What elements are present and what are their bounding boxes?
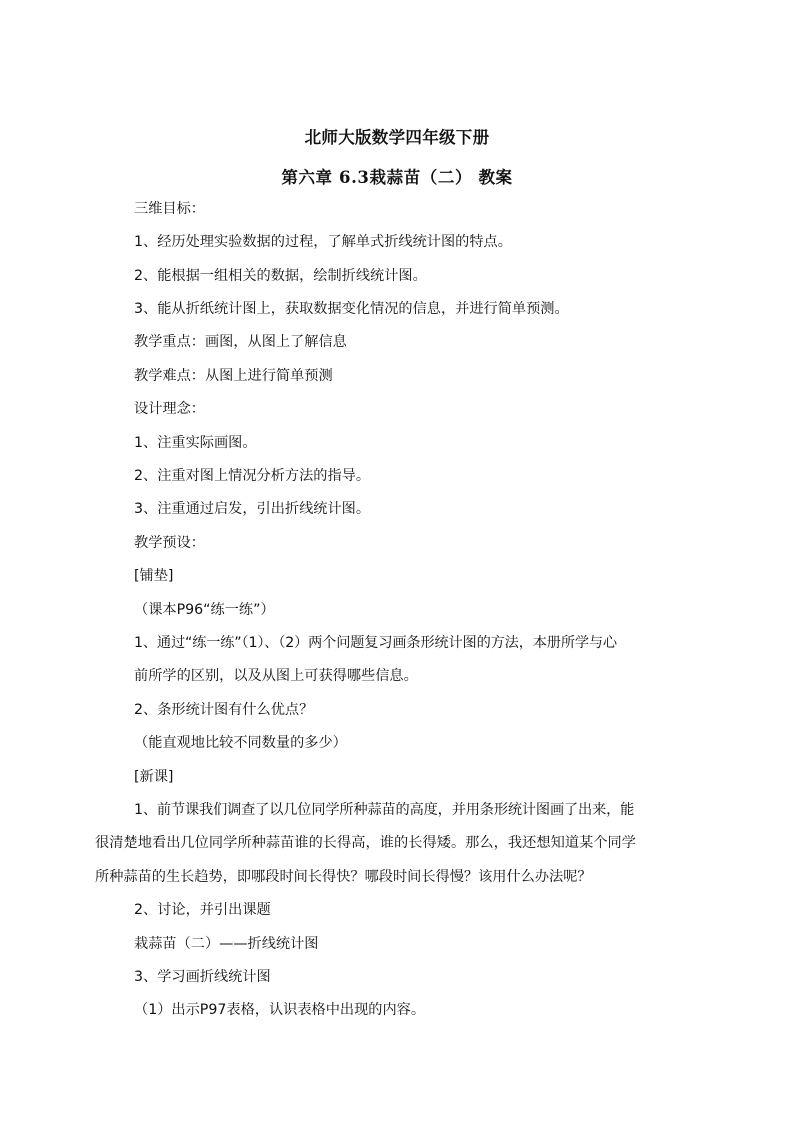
paragraph-line: 2、条形统计图有什么优点？ bbox=[134, 702, 314, 718]
document-subtitle: 第六章 6.3栽蒜苗（二） 教案 bbox=[281, 168, 513, 187]
paragraph-line: 前所学的区别，以及从图上可获得哪些信息。 bbox=[134, 668, 418, 684]
paragraph-line: 2、注重对图上情况分析方法的指导。 bbox=[134, 468, 371, 484]
paragraph-line: 2、能根据一组相关的数据，绘制折线统计图。 bbox=[134, 268, 427, 284]
teaching-difficulties: 教学难点：从图上进行简单预测 bbox=[134, 368, 333, 384]
paragraph-line: 1、经历处理实验数据的过程，了解单式折线统计图的特点。 bbox=[134, 234, 512, 250]
section-heading-objectives: 三维目标： bbox=[134, 201, 205, 217]
teaching-key-points: 教学重点：画图，从图上了解信息 bbox=[134, 334, 347, 350]
bracket-heading-preparation: [铺垫] bbox=[134, 568, 174, 584]
paragraph-line: （能直观地比较不同数量的多少） bbox=[134, 735, 347, 751]
paragraph-line: 1、前节课我们调查了以几位同学所种蒜苗的高度，并用条形统计图画了出来，能 bbox=[134, 802, 635, 818]
document-title: 北师大版数学四年级下册 bbox=[304, 128, 490, 147]
paragraph-line: 3、能从折纸统计图上，获取数据变化情况的信息，并进行简单预测。 bbox=[134, 301, 569, 317]
paragraph-line: 栽蒜苗（二）——折线统计图 bbox=[134, 936, 319, 952]
paragraph-line: 很清楚地看出几位同学所种蒜苗谁的长得高，谁的长得矮。那么，我还想知道某个同学 bbox=[95, 835, 637, 851]
paragraph-line: 3、注重通过启发，引出折线统计图。 bbox=[134, 501, 371, 517]
paragraph-line: 1、注重实际画图。 bbox=[134, 435, 257, 451]
section-heading-preset: 教学预设： bbox=[134, 535, 205, 551]
paragraph-line: （课本P96“练一练”） bbox=[134, 602, 275, 618]
paragraph-line: 所种蒜苗的生长趋势，即哪段时间长得快？哪段时间长得慢？该用什么办法呢？ bbox=[95, 869, 592, 885]
section-heading-design: 设计理念： bbox=[134, 401, 205, 417]
paragraph-line: 3、学习画折线统计图 bbox=[134, 969, 271, 985]
paragraph-line: （1）出示P97表格，认识表格中出现的内容。 bbox=[134, 1002, 426, 1018]
paragraph-line: 1、通过“练一练”（1）、（2）两个问题复习画条形统计图的方法，本册所学与心 bbox=[134, 635, 617, 651]
paragraph-line: 2、讨论，并引出课题 bbox=[134, 902, 271, 918]
bracket-heading-new-lesson: [新课] bbox=[134, 769, 174, 785]
